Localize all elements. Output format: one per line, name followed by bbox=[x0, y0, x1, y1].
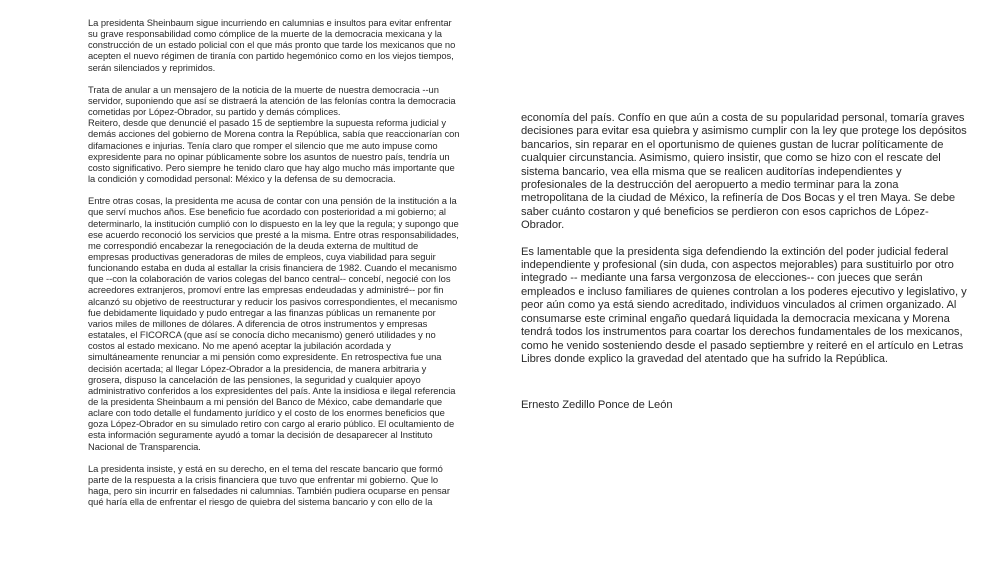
paragraph-1: La presidenta Sheinbaum sigue incurriendo en calumnias e insultos para evitar enfrentar su grave responsabilidad como cómplice de la muerte de la democracia mexicana y la construcción de un estado policial con el que más pronto que tarde los mexicanos que no acepten el nuevo régimen de tiranía con partido hegemónico como en los viejos tiempos, serán silenciados y reprimidos. bbox=[88, 17, 456, 73]
paragraph-4: Entre otras cosas, la presidenta me acusa de contar con una pensión de la institución a la que serví muchos años. Ese beneficio fue acordado con posterioridad a mi gobierno; al determinarlo, la institución cumplió con lo dispuesto en la ley que la regula; y supongo que ese acuerdo reconoció los servicios que presté a la misma. Entre otras responsabilidades, me correspondió encabezar la renegociación de la deuda externa de multitud de empresas productivas generadoras de miles de empleos, cuya viabilidad para seguir funcionando estaba en duda al estallar la crisis financiera de 1982. Cuando el mecanismo que --con la colaboración de varios colegas del banco central-- concebí, negocié con los acreedores extranjeros, promoví entre las empresas endeudadas y administré-- por fin alcanzó su objetivo de reestructurar y reducir los pasivos correspondientes, el mecanismo fue debidamente liquidado y pudo entregar a las finanzas públicas un remanente por varios miles de millones de dólares. A diferencia de otros instrumentos y empresas estatales, el FICORCA (que así se conocía dicho mecanismo) generó utilidades y no costos al estado mexicano. No me apenó aceptar la jubilación acordada y simultáneamente renunciar a mi pensión como expresidente. En retrospectiva fue una decisión acertada; al llegar López-Obrador a la presidencia, de manera arbitraria y grosera, dispuso la cancelación de las pensiones, la seguridad y cualquier apoyo administrativo conferidos a los expresidentes del país. Ante la insidiosa e ilegal referencia de la presidenta Sheinbaum a mi pensión del Banco de México, cabe demandarle que aclare con todo detalle el fundamento jurídico y el costo de los enormes beneficios que goza López-Obrador en su simulado retiro con cargo al erario público. El ocultamiento de esta información seguramente ayudó a tomar la decisión de desaparecer al Instituto Nacional de Transparencia. bbox=[88, 195, 459, 452]
left-column bbox=[88, 17, 460, 507]
paragraph-2: Trata de anular a un mensajero de la noticia de la muerte de nuestra democracia --un servidor, suponiendo que así se distraerá la atención de las felonías contra la democracia cometidas por López-Obrador, su partido y demás cómplices. bbox=[88, 83, 456, 118]
paragraph-6: economía del país. Confío en que aún a costa de su popularidad personal, tomaría graves decisiones para evitar esa quiebra y asimismo cumplir con la ley que protege los depósitos bancarios, sin reparar en el oportunismo de quienes gustan de lucrar políticamente de cualquier circunstancia. Asimismo, quiero insistir, que como se hizo con el rescate del sistema bancario, vea ella misma que se realicen auditorías independientes y profesionales de la destrucción del aeropuerto a medio terminar para la zona metropolitana de la ciudad de México, la refinería de Dos Bocas y el tren Maya. Se debe saber cuánto costaron y qué beneficios se perdieron con esos caprichos de López-Obrador. bbox=[521, 112, 967, 232]
paragraph-3: Reitero, desde que denuncié el pasado 15 de septiembre la supuesta reforma judicial y demás acciones del gobierno de Morena contra la República, sabía que reaccionarían con difamaciones e injurias. Tenía claro que romper el silencio que me auto impuse como expresidente para no opinar públicamente sobre los asuntos de nuestro país, tendría un costo significativo. Pero siempre he tenido claro que hay algo mucho más importante que la condición y comodidad personal: México y la defensa de su democracia. bbox=[88, 117, 460, 185]
author-signature: Ernesto Zedillo Ponce de León bbox=[521, 399, 673, 412]
paragraph-7: Es lamentable que la presidenta siga defendiendo la extinción del poder judicial federal independiente y profesional (sin duda, con aspectos mejorables) para sustituirlo por otro integrado -- mediante una farsa vergonzosa de elecciones-- con jueces que serán empleados e incluso familiares de quienes controlan a los poderes ejecutivo y legislativo, y peor aún como ya está siendo acreditado, individuos vinculados al crimen organizado. Al consumarse este criminal engaño quedará liquidada la democracia mexicana y Morena tendrá todos los instrumentos para coartar los derechos fundamentales de los mexicanos, como he venido sosteniendo desde el pasado septiembre y reiteré en el artículo en Letras Libres donde explico la gravedad del atentado que ha sufrido la República. bbox=[521, 245, 967, 365]
right-column bbox=[521, 112, 967, 413]
paragraph-5: La presidenta insiste, y está en su derecho, en el tema del rescate bancario que formó parte de la respuesta a la crisis financiera que tuvo que enfrentar mi gobierno. Que lo haga, pero sin incurrir en falsedades ni calumnias. También pudiera ocuparse en pensar qué haría ella de enfrentar el riesgo de quiebra del sistema bancario y con ello de la bbox=[88, 462, 450, 508]
